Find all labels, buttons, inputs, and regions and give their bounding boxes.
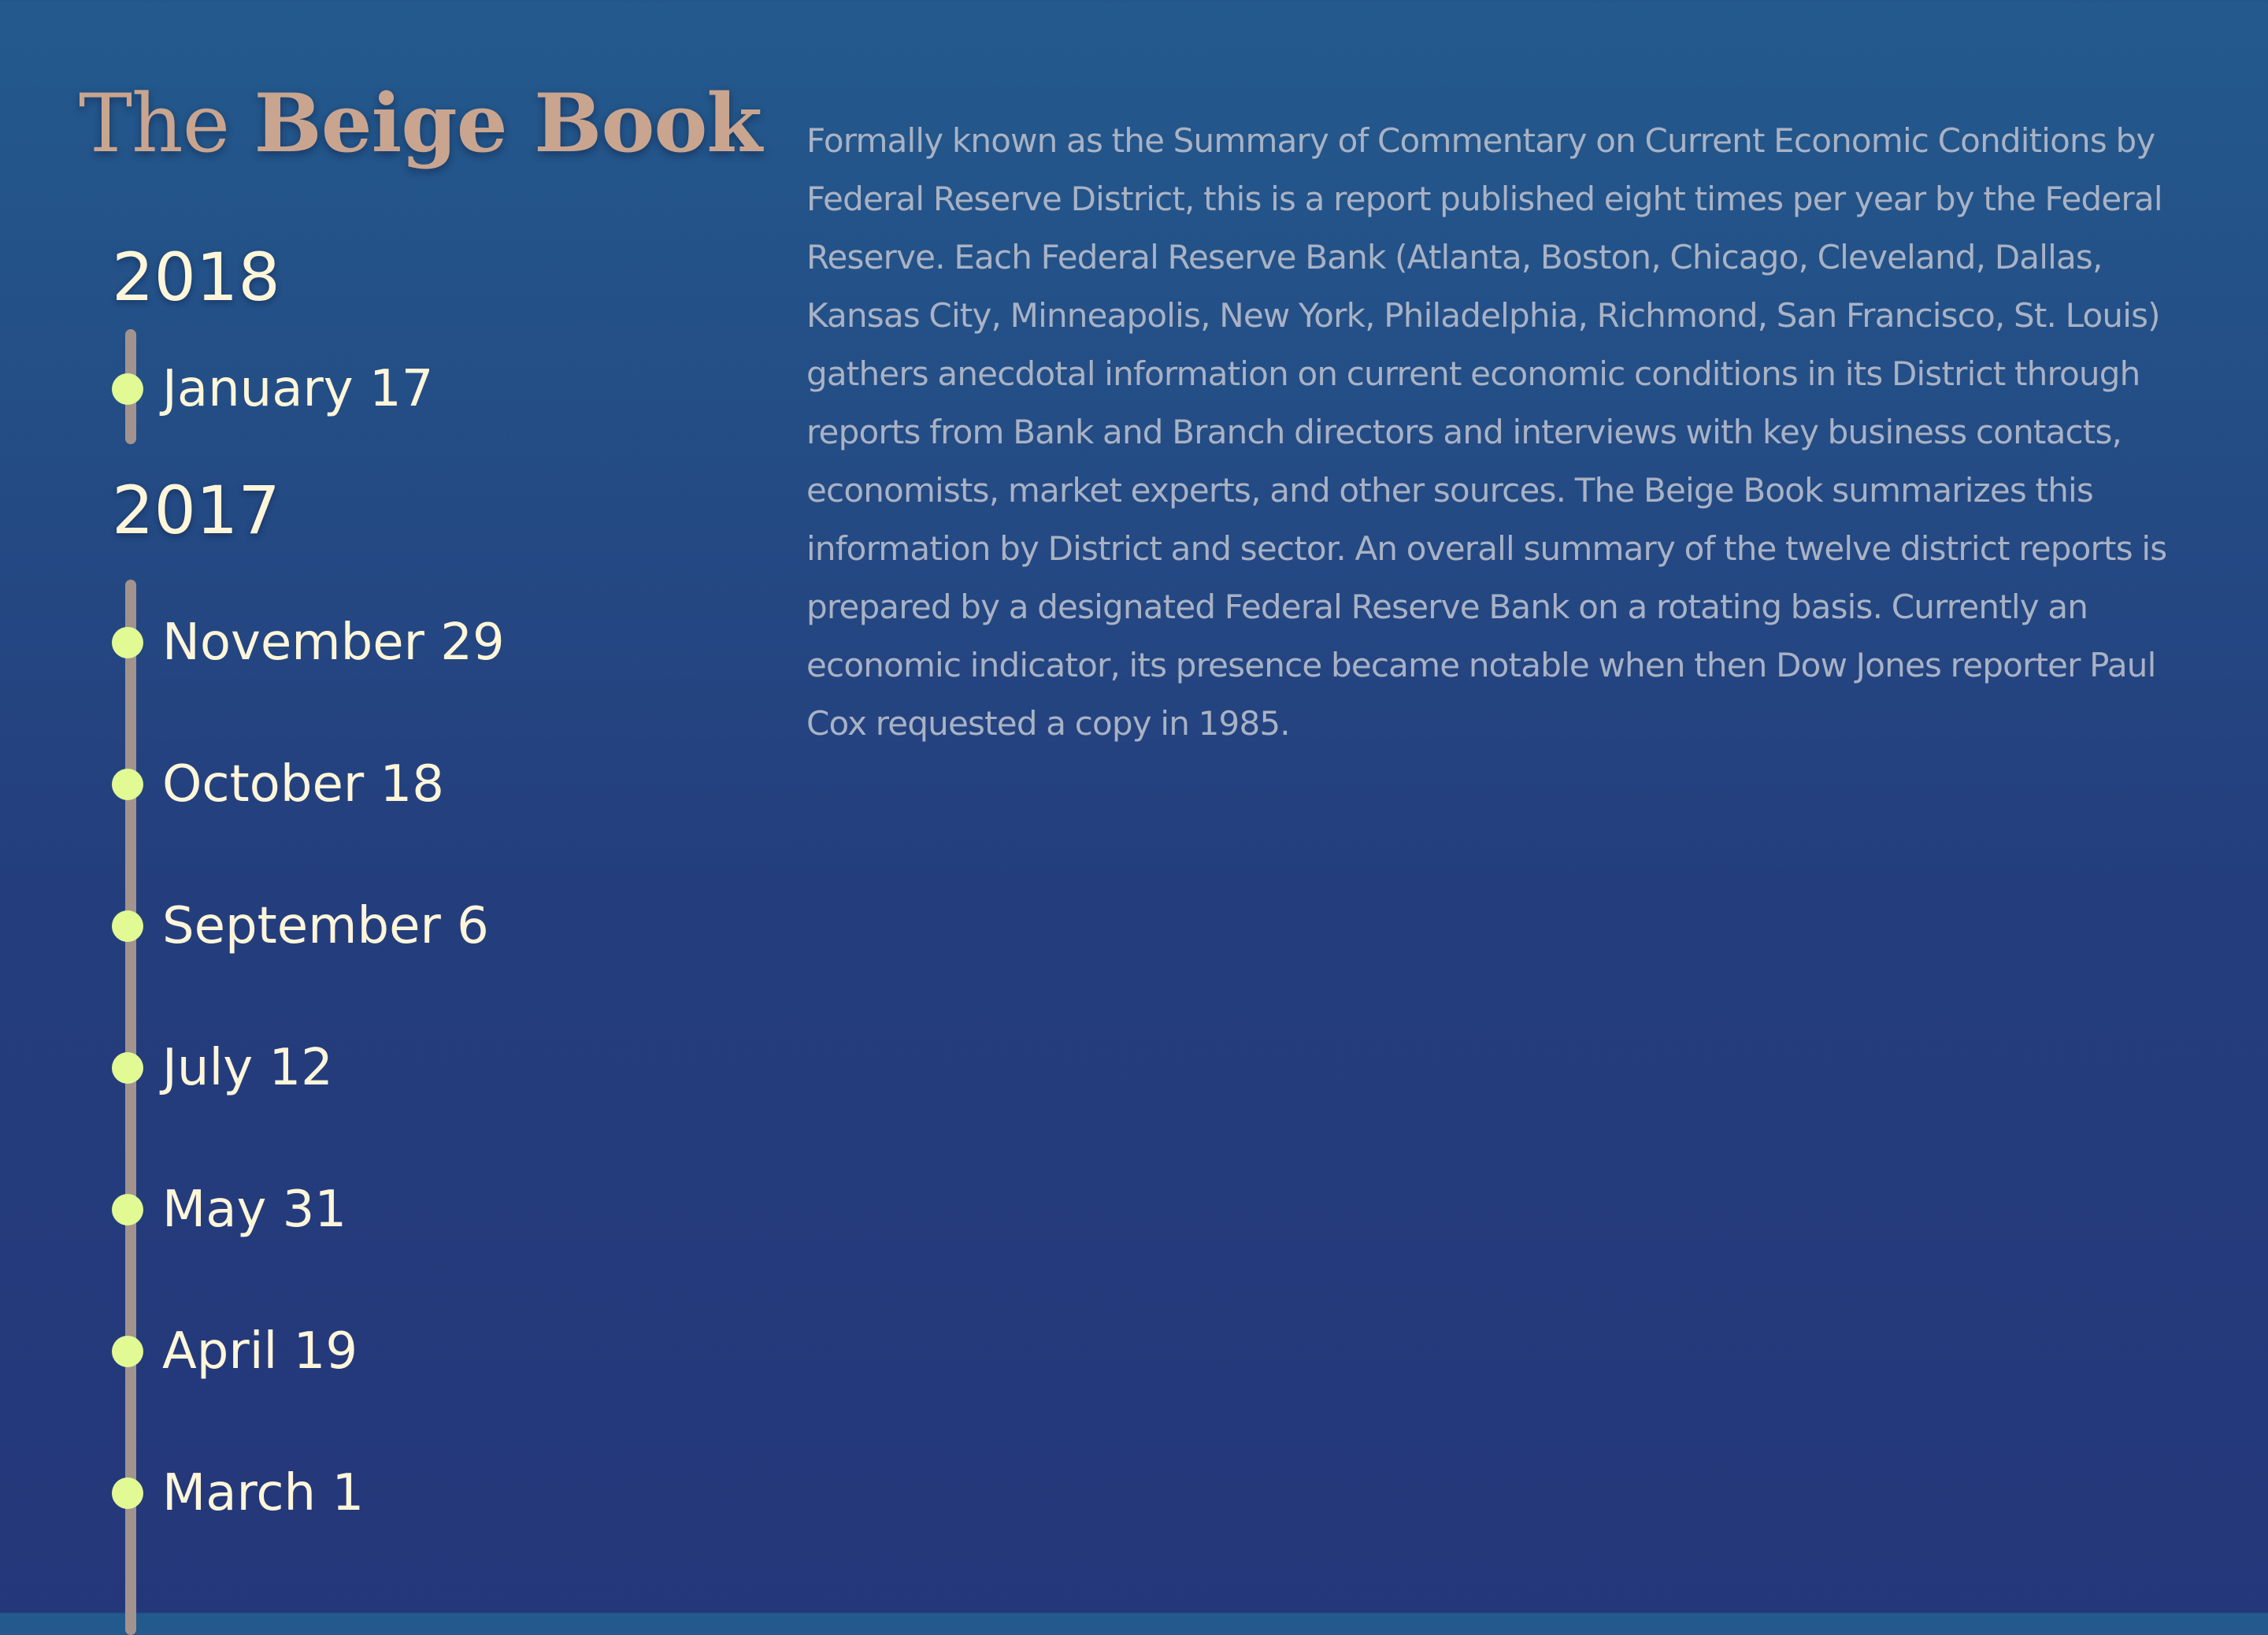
timeline-entry-label: October 18 — [162, 755, 444, 814]
timeline-dot-icon — [112, 1477, 143, 1509]
timeline-entry-label: September 6 — [162, 897, 489, 955]
timeline-entry-2017-april-19[interactable] — [112, 1320, 358, 1383]
title-prefix: The — [79, 77, 230, 171]
timeline-dot-icon — [112, 910, 143, 942]
timeline-entry-2017-july-12[interactable] — [112, 1036, 333, 1099]
description-paragraph: Formally known as the Summary of Commentary on Current Economic Conditions by Federal Reserve District, this is a report published eight times per year by the Federal Reserve. Each Federal Reserve Bank (Atlanta, Boston, Chicago, Cleveland, Dallas, Kansas City, Minneapolis, New York, Philadelphia, Richmond, San Francisco, St. Louis) gathers anecdotal information on current economic conditions in its District through reports from Bank and Branch directors and interviews with key business contacts, economists, market experts, and other sources. The Beige Book summarizes this information by District and sector. An overall summary of the twelve district reports is prepared by a designated Federal Reserve Bank on a rotating basis. Currently an economic indicator, its presence became notable when then Dow Jones reporter Paul Cox requested a copy in 1985. — [806, 121, 2167, 743]
timeline-entry-2017-may-31[interactable] — [112, 1178, 346, 1241]
timeline-entry-2017-march-1[interactable] — [112, 1462, 364, 1525]
timeline-dot-icon — [112, 1336, 143, 1367]
year-heading-2017: 2017 — [112, 472, 280, 549]
timeline-dot-icon — [112, 769, 143, 800]
timeline-entry-2017-october-18[interactable] — [112, 753, 444, 816]
timeline-entry-label: April 19 — [162, 1322, 358, 1381]
timeline-entry-label: November 29 — [162, 614, 505, 672]
year-heading-2018: 2018 — [112, 239, 280, 316]
timeline-entry-label: July 12 — [162, 1039, 333, 1097]
timeline-entry-2018-january-17[interactable] — [112, 358, 433, 421]
timeline-entry-label: March 1 — [162, 1464, 365, 1522]
timeline-dot-icon — [112, 1194, 143, 1225]
timeline-entry-2017-november-29[interactable] — [112, 611, 505, 674]
timeline-entry-2017-september-6[interactable] — [112, 895, 489, 958]
page-title — [79, 72, 762, 176]
timeline-entry-label: January 17 — [162, 360, 434, 418]
timeline-entry-label: May 31 — [162, 1181, 347, 1239]
timeline-dot-icon — [112, 373, 143, 405]
title-main: Beige Book — [254, 76, 762, 171]
timeline-dot-icon — [112, 627, 143, 658]
timeline-dot-icon — [112, 1052, 143, 1084]
